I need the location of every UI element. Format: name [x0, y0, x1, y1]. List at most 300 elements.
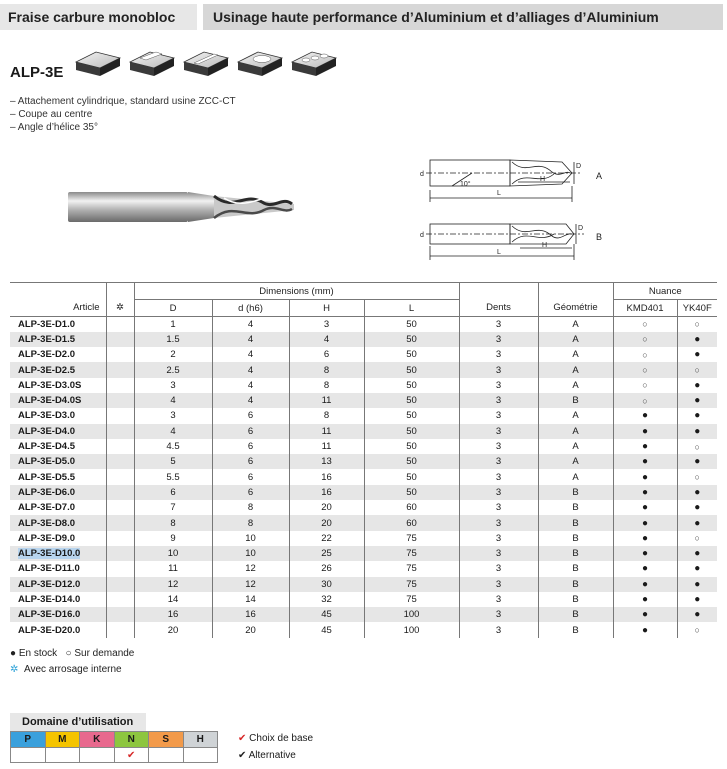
cell-L: 50 [364, 469, 459, 484]
table-row [10, 500, 717, 515]
cell-yk40f: ● [677, 515, 717, 530]
cell-geometrie: B [538, 515, 613, 530]
cell-D: 7 [134, 500, 212, 515]
cell-d: 4 [212, 347, 289, 362]
cell-L: 100 [364, 607, 459, 622]
cell-L: 50 [364, 485, 459, 500]
cell-kmd401: ○ [613, 347, 677, 362]
cell-kmd401: ● [613, 454, 677, 469]
end-mill-image [64, 182, 294, 232]
cell-yk40f: ● [677, 500, 717, 515]
cell-dents: 3 [459, 424, 538, 439]
cell-L: 50 [364, 317, 459, 332]
article-code: ALP-3E-D9.0 [18, 532, 76, 544]
cell-dents: 3 [459, 622, 538, 637]
cell-dents: 3 [459, 500, 538, 515]
article-code: ALP-3E-D2.5 [18, 364, 76, 376]
cell-article [10, 424, 106, 439]
article-code: ALP-3E-D12.0 [18, 578, 81, 590]
cell-article [10, 622, 106, 637]
cell-H: 16 [289, 485, 364, 500]
legend-on-demand: ○ Sur demande [65, 648, 135, 659]
cell-L: 50 [364, 362, 459, 377]
material-mark: ✔ [114, 748, 149, 763]
geometry-diagrams [412, 148, 612, 273]
col-D: D [134, 300, 212, 317]
cell-geometrie: A [538, 347, 613, 362]
cell-H: 8 [289, 408, 364, 423]
cell-dents: 3 [459, 577, 538, 592]
cell-coolant [106, 500, 134, 515]
cell-geometrie: A [538, 317, 613, 332]
cell-geometrie: B [538, 622, 613, 637]
cell-article [10, 592, 106, 607]
domain-title: Domaine d’utilisation [10, 713, 146, 731]
cell-coolant [106, 592, 134, 607]
spec-table [10, 282, 717, 638]
cell-kmd401: ● [613, 408, 677, 423]
spec-table-body [10, 317, 717, 638]
cell-geometrie: B [538, 607, 613, 622]
cell-geometrie: A [538, 332, 613, 347]
cell-H: 16 [289, 469, 364, 484]
cell-coolant [106, 408, 134, 423]
table-row [10, 332, 717, 347]
cell-L: 50 [364, 393, 459, 408]
col-yk40f: YK40F [677, 300, 717, 317]
cell-article [10, 408, 106, 423]
diagram-b-label: B [596, 232, 603, 242]
article-code: ALP-3E-D7.0 [18, 502, 76, 514]
cell-coolant [106, 607, 134, 622]
table-row [10, 592, 717, 607]
cell-geometrie: A [538, 408, 613, 423]
cell-kmd401: ● [613, 469, 677, 484]
table-row [10, 561, 717, 576]
mark-row [11, 748, 218, 763]
article-code: ALP-3E-D5.5 [18, 471, 76, 483]
cell-H: 25 [289, 546, 364, 561]
cell-H: 6 [289, 347, 364, 362]
cell-D: 9 [134, 531, 212, 546]
key-base [238, 733, 313, 744]
cell-geometrie: B [538, 531, 613, 546]
article-code: ALP-3E-D16.0 [18, 609, 81, 621]
header-spacer [538, 283, 613, 300]
cell-d: 6 [212, 469, 289, 484]
cell-dents: 3 [459, 531, 538, 546]
cell-kmd401: ● [613, 424, 677, 439]
cell-d: 10 [212, 546, 289, 561]
cell-D: 12 [134, 577, 212, 592]
cell-coolant [106, 317, 134, 332]
cell-yk40f: ● [677, 561, 717, 576]
cell-H: 3 [289, 317, 364, 332]
cell-L: 50 [364, 347, 459, 362]
cell-yk40f: ○ [677, 439, 717, 454]
cell-L: 75 [364, 546, 459, 561]
cell-D: 2 [134, 347, 212, 362]
table-row [10, 531, 717, 546]
cell-L: 100 [364, 622, 459, 637]
dim-d-label-b: d [420, 232, 424, 239]
cell-geometrie: A [538, 439, 613, 454]
cell-coolant [106, 622, 134, 637]
cell-article [10, 469, 106, 484]
cell-geometrie: B [538, 577, 613, 592]
cell-coolant [106, 393, 134, 408]
cell-kmd401: ● [613, 577, 677, 592]
article-code: ALP-3E-D14.0 [18, 593, 81, 605]
nuance-group-header: Nuance [613, 283, 717, 300]
cell-dents: 3 [459, 561, 538, 576]
cell-dents: 3 [459, 546, 538, 561]
cell-H: 45 [289, 622, 364, 637]
cell-d: 10 [212, 531, 289, 546]
table-row [10, 546, 717, 561]
article-code: ALP-3E-D10.0 [18, 548, 81, 560]
article-code: ALP-3E-D3.0 [18, 410, 76, 422]
cell-coolant [106, 454, 134, 469]
cell-yk40f: ○ [677, 469, 717, 484]
header-spacer [459, 283, 538, 300]
cell-yk40f: ● [677, 408, 717, 423]
cell-article [10, 561, 106, 576]
cell-yk40f: ● [677, 577, 717, 592]
cell-L: 50 [364, 408, 459, 423]
cell-L: 50 [364, 332, 459, 347]
cell-L: 50 [364, 454, 459, 469]
cell-d: 20 [212, 622, 289, 637]
cell-dents: 3 [459, 408, 538, 423]
cell-geometrie: A [538, 469, 613, 484]
cell-D: 14 [134, 592, 212, 607]
cell-kmd401: ● [613, 485, 677, 500]
material-p: P [11, 732, 46, 748]
table-row [10, 469, 717, 484]
cell-yk40f: ● [677, 332, 717, 347]
cell-L: 75 [364, 577, 459, 592]
cell-coolant [106, 531, 134, 546]
cell-kmd401: ● [613, 515, 677, 530]
article-code: ALP-3E-D20.0 [18, 624, 81, 636]
cell-D: 6 [134, 485, 212, 500]
article-code: ALP-3E-D1.5 [18, 333, 76, 345]
col-H: H [289, 300, 364, 317]
dim-L-label-b: L [497, 249, 501, 256]
cell-d: 12 [212, 561, 289, 576]
material-k: K [80, 732, 115, 748]
diagram-a-label: A [596, 171, 603, 181]
cell-yk40f: ● [677, 393, 717, 408]
cell-H: 11 [289, 393, 364, 408]
cell-article [10, 485, 106, 500]
cell-kmd401: ○ [613, 362, 677, 377]
col-coolant: ✲ [106, 300, 134, 317]
dim-H-label-b: H [542, 242, 548, 249]
cell-geometrie: B [538, 561, 613, 576]
cell-d: 6 [212, 408, 289, 423]
table-row [10, 408, 717, 423]
cell-yk40f: ● [677, 546, 717, 561]
article-code: ALP-3E-D1.0 [18, 318, 76, 330]
cell-L: 50 [364, 439, 459, 454]
cell-H: 45 [289, 607, 364, 622]
table-row [10, 317, 717, 332]
article-code: ALP-3E-D8.0 [18, 517, 76, 529]
material-m: M [45, 732, 80, 748]
material-mark [45, 748, 80, 763]
cell-geometrie: A [538, 362, 613, 377]
check-dark-icon: ✔ [238, 750, 247, 761]
col-d-h6: d (h6) [212, 300, 289, 317]
availability-legend [10, 648, 134, 659]
article-code: ALP-3E-D5.0 [18, 456, 76, 468]
cell-dents: 3 [459, 454, 538, 469]
cell-article [10, 531, 106, 546]
table-row [10, 424, 717, 439]
feature-list [10, 95, 236, 134]
diagram-b [426, 224, 584, 260]
cell-article [10, 454, 106, 469]
header-spacer [10, 283, 106, 300]
cell-D: 20 [134, 622, 212, 637]
cell-kmd401: ○ [613, 378, 677, 393]
table-row [10, 393, 717, 408]
cell-D: 10 [134, 546, 212, 561]
dim-H-label-a: H [540, 176, 546, 183]
table-row [10, 378, 717, 393]
operation-icons [72, 44, 342, 80]
legend-coolant: Avec arrosage interne [23, 664, 122, 675]
table-row [10, 454, 717, 469]
cell-yk40f: ● [677, 424, 717, 439]
block-icon-face [76, 52, 120, 76]
cell-H: 13 [289, 454, 364, 469]
page-header [0, 0, 727, 34]
cell-D: 5.5 [134, 469, 212, 484]
feature-item: – Attachement cylindrique, standard usine ZCC-CT [10, 96, 236, 107]
cell-d: 4 [212, 393, 289, 408]
cell-L: 50 [364, 424, 459, 439]
cell-coolant [106, 332, 134, 347]
material-row [11, 732, 218, 748]
cell-coolant [106, 577, 134, 592]
domain-table [10, 731, 218, 763]
cell-D: 2.5 [134, 362, 212, 377]
helix-angle-label: 10° [460, 181, 471, 188]
category-title: Fraise carbure monobloc [0, 4, 197, 30]
cell-dents: 3 [459, 362, 538, 377]
cell-yk40f: ○ [677, 362, 717, 377]
cell-dents: 3 [459, 485, 538, 500]
cell-D: 5 [134, 454, 212, 469]
application-title: Usinage haute performance d’Aluminium et d’alliages d’Aluminium [203, 4, 723, 30]
dim-D-label-b: D [578, 225, 584, 232]
cell-article [10, 332, 106, 347]
cell-d: 8 [212, 500, 289, 515]
cell-yk40f: ● [677, 485, 717, 500]
material-mark [149, 748, 184, 763]
header-spacer [106, 283, 134, 300]
cell-article [10, 607, 106, 622]
cell-coolant [106, 362, 134, 377]
cell-d: 6 [212, 424, 289, 439]
article-code: ALP-3E-D2.0 [18, 349, 76, 361]
cell-kmd401: ● [613, 607, 677, 622]
article-code: ALP-3E-D4.0 [18, 425, 76, 437]
article-code: ALP-3E-D4.0S [18, 395, 82, 407]
material-n: N [114, 732, 149, 748]
cell-D: 4.5 [134, 439, 212, 454]
cell-article [10, 378, 106, 393]
cell-kmd401: ○ [613, 317, 677, 332]
cell-D: 3 [134, 408, 212, 423]
cell-d: 4 [212, 332, 289, 347]
diagram-a [426, 160, 582, 202]
cell-kmd401: ○ [613, 332, 677, 347]
block-icon-slot [184, 52, 228, 76]
cell-d: 8 [212, 515, 289, 530]
dimensions-group-header: Dimensions (mm) [134, 283, 459, 300]
cell-article [10, 577, 106, 592]
cell-geometrie: B [538, 485, 613, 500]
dim-D-label-a: D [576, 163, 582, 170]
table-row [10, 515, 717, 530]
cell-H: 30 [289, 577, 364, 592]
cell-H: 11 [289, 424, 364, 439]
cell-D: 1 [134, 317, 212, 332]
col-geometrie: Géométrie [538, 300, 613, 317]
cell-kmd401: ● [613, 622, 677, 637]
block-icon-holes [292, 52, 336, 76]
cell-yk40f: ● [677, 347, 717, 362]
cell-coolant [106, 515, 134, 530]
cell-d: 16 [212, 607, 289, 622]
cell-dents: 3 [459, 317, 538, 332]
cell-article [10, 347, 106, 362]
cell-H: 11 [289, 439, 364, 454]
cell-geometrie: B [538, 393, 613, 408]
cell-article [10, 362, 106, 377]
block-icon-shoulder [130, 52, 174, 76]
cell-kmd401: ● [613, 561, 677, 576]
cell-dents: 3 [459, 515, 538, 530]
cell-D: 8 [134, 515, 212, 530]
legend-in-stock: ● En stock [10, 648, 58, 659]
cell-kmd401: ○ [613, 393, 677, 408]
cell-geometrie: B [538, 500, 613, 515]
cell-dents: 3 [459, 439, 538, 454]
cell-article [10, 317, 106, 332]
cell-geometrie: A [538, 424, 613, 439]
product-code: ALP-3E [10, 64, 64, 81]
cell-yk40f: ● [677, 454, 717, 469]
cell-kmd401: ● [613, 531, 677, 546]
article-code: ALP-3E-D3.0S [18, 379, 82, 391]
cell-dents: 3 [459, 469, 538, 484]
cell-H: 20 [289, 500, 364, 515]
cell-L: 50 [364, 378, 459, 393]
col-kmd401: KMD401 [613, 300, 677, 317]
cell-article [10, 515, 106, 530]
table-row [10, 347, 717, 362]
cell-kmd401: ● [613, 439, 677, 454]
cell-article [10, 546, 106, 561]
cell-coolant [106, 347, 134, 362]
key-alternative [238, 750, 296, 761]
cell-coolant [106, 439, 134, 454]
feature-item: – Coupe au centre [10, 109, 93, 120]
cell-yk40f: ○ [677, 317, 717, 332]
cell-D: 1.5 [134, 332, 212, 347]
table-row [10, 607, 717, 622]
col-dents: Dents [459, 300, 538, 317]
material-mark [80, 748, 115, 763]
cell-yk40f: ○ [677, 531, 717, 546]
cell-dents: 3 [459, 378, 538, 393]
key-alt-label: Alternative [248, 750, 296, 761]
table-row [10, 485, 717, 500]
cell-D: 4 [134, 424, 212, 439]
cell-yk40f: ● [677, 592, 717, 607]
article-code: ALP-3E-D4.5 [18, 441, 76, 453]
cell-H: 32 [289, 592, 364, 607]
cell-article [10, 393, 106, 408]
material-s: S [149, 732, 184, 748]
cell-dents: 3 [459, 393, 538, 408]
table-row [10, 439, 717, 454]
cell-coolant [106, 546, 134, 561]
cell-H: 20 [289, 515, 364, 530]
cell-geometrie: B [538, 592, 613, 607]
coolant-icon: ✲ [10, 664, 19, 675]
cell-geometrie: B [538, 546, 613, 561]
cell-kmd401: ● [613, 592, 677, 607]
cell-kmd401: ● [613, 546, 677, 561]
cell-geometrie: A [538, 454, 613, 469]
cell-d: 6 [212, 454, 289, 469]
cell-L: 75 [364, 561, 459, 576]
cell-d: 6 [212, 485, 289, 500]
cell-L: 60 [364, 500, 459, 515]
feature-item: – Angle d’hélice 35° [10, 122, 98, 133]
cell-d: 12 [212, 577, 289, 592]
cell-D: 11 [134, 561, 212, 576]
cell-kmd401: ● [613, 500, 677, 515]
cell-D: 16 [134, 607, 212, 622]
cell-dents: 3 [459, 332, 538, 347]
cell-H: 8 [289, 362, 364, 377]
dim-L-label-a: L [497, 190, 501, 197]
cell-coolant [106, 424, 134, 439]
article-code: ALP-3E-D11.0 [18, 563, 80, 575]
cell-H: 26 [289, 561, 364, 576]
table-row [10, 622, 717, 637]
cell-coolant [106, 561, 134, 576]
dim-d-label-a: d [420, 171, 424, 178]
cell-d: 14 [212, 592, 289, 607]
cell-D: 3 [134, 378, 212, 393]
check-red-icon: ✔ [238, 733, 247, 744]
material-h: H [183, 732, 218, 748]
cell-article [10, 500, 106, 515]
cell-dents: 3 [459, 607, 538, 622]
col-article: Article [10, 300, 106, 317]
material-mark [183, 748, 218, 763]
block-icon-pocket [238, 52, 282, 76]
cell-L: 60 [364, 515, 459, 530]
